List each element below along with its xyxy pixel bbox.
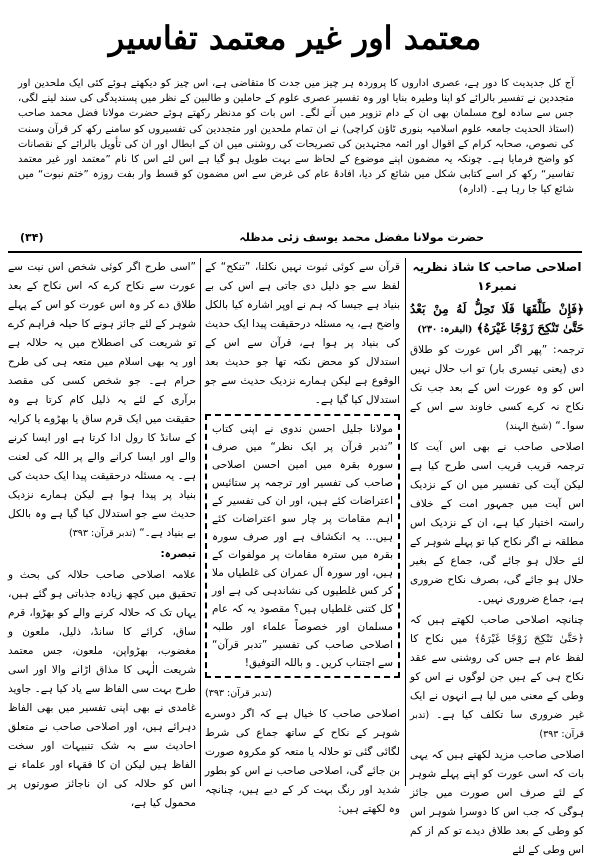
intro-text: آج کل جدیدیت کا دور ہے، عصری اداروں کا پروردہ ہر چیز میں جدت کا متقاضی ہے، اس چیز کو دیکھتے ہوئے کئی ایک ملحدین اور متجددین نے تفسیر بالرائے کو اپنا وطیرہ بنایا اور وہ تفسیر عصری علوم کے حاملین و طالبین کے نظر میں پسندیدگی کی سند لینے لگی، جس سے سادہ لوح مسلمان بھی ان کے دام تزویر میں آنے لگے۔ اس بات کو مدنظر رکھتے ہوئے حضرت مولانا فضل محمد صاحب (استاذ الحدیث جامعہ علوم اسلامیہ بنوری ٹاؤن کراچی) نے ان تمام ملحدین اور متجددین کی تفسیروں کو سامنے رکھ کر قرآن وسنت کی نصوص، صحابہ کرام کے اقوال اور ائمہ مجتہدین کی تصریحات کی روشنی میں ان کے ابطال اور ان کی تأویل بالرائے کے نقصانات کو واضح فرمایا ہے۔ چونکہ یہ مضمون اپنے موضوع کے لحاظ سے بہت طویل ہو گیا ہے اس لئے اس کا نام ”معتمد اور غیر معتمد تفاسیر“ رکھ کر اسے کتابی شکل میں شائع کر دیا، افادۂ عام کی غرض سے اس مضمون کو قسط وار بفت روزہ ”ختم نبوت“ میں شائع کیا جا رہا ہے۔ (ادارہ) [18, 78, 574, 196]
section-heading: اصلاحی صاحب کا شاذ نظریہ نمبر۱۶ [412, 260, 582, 293]
paragraph: اصلاحی صاحب کا خیال ہے کہ اگر دوسرے شوہر کے نکاح کے ساتھ جماع کی شرط لگائی گئی تو حلالہ یا متعہ کو مکروہ صورت بن جائے گی، اصلاحی صاحب نے اس کو بطور شدید اور رنگ بہت کر کے دیے ہیں، چنانچہ وہ لکھتے ہیں: [205, 708, 400, 815]
page-number: (۳۴) [20, 231, 44, 244]
quote-text: ”اسی طرح اگر کوئی شخص اس نیت سے عورت سے نکاح کرے کہ اس نکاح کے بعد طلاق دے کر وہ اس عورت کو اس کے پہلے شوہر کے لئے جائز ہونے کا حیلہ فراہم کرے تو شریعت کی اصطلاح میں یہ حلالہ ہے اور یہ بھی اسلام میں متعہ ہی کی طرح حرام ہے۔ جو شخص کسی کی مقصد برآری کے لئے یہ ذلیل کام کرتا ہے وہ حقیقت میں ایک قرم ساق یا بھڑوے یا کرایہ کے سانڈ کا رول ادا کرتا ہے اور ایسا کرنے والے اور ایسا کرانے والے پر اللہ کی لعنت ہے۔ یہ مسئلہ درحقیقت پیدا ایک حدیث کی بنیاد پر پیدا ہوا ہے لیکن ہمارے نزدیک حدیث سے جو استدلال کیا گیا ہے وہ بالکل بے بنیاد ہے۔“ [8, 261, 196, 539]
verse-reference: (البقرہ: ۲۳۰) [417, 324, 473, 335]
column-right [410, 258, 584, 856]
quran-verse [410, 300, 584, 339]
paragraph [410, 611, 584, 744]
reference: (تدبر قرآن: ۳۹۳) [410, 710, 584, 740]
paragraph: علامہ اصلاحی صاحب حلالہ کی بحث و تحقیق میں کچھ زیادہ جذباتی ہو گئے ہیں، یہاں تک کہ حلالہ کرنے والے کو بھڑوا، قرم ساق، کرائے کا سانڈ، ذلیل، ملعون و مغضوب، بھڑواپن، ملعون، جس معتمد شریعت الٰہی کا مذاق اڑانے والا اور اسی طرح بہت سی الفاظ سے یاد کیا ہے۔ جاوید غامدی نے بھی اپنی تفسیر میں بھی الفاظ دہرائے ہیں، اور اصلاحی صاحب نے متعلق احادیث سے بہ شک تنبیہات اور سخت الفاظ ہیں لیکن ان کا فقہاء اور علماء نے اس کو حلالہ کی ان ناجائز صورتوں پر محمول کیا ہے، [8, 569, 196, 809]
author-name: حضرت مولانا مفضل محمد یوسف زئی مدظلہ [239, 231, 484, 244]
column-divider-left [200, 258, 201, 786]
paragraph: قرآن سے کوئی ثبوت نہیں نکلتا، ”تنکح“ کے لفظ سے جو دلیل دی جاتی ہے اس کی بے بنیاد ہے جیسا کہ ہم نے اوپر اشارہ کیا بالکل واضح ہے، یہ مسئلہ درحقیقت پیدا ایک حدیث کی بنیاد پر ہوا ہے، قرآن سے اس کے استدلال کو محض نکتہ تھا جو حدیث بعد الوقوع ہے لیکن ہمارے نزدیک حدیث سے جو استدلال کیا گیا ہے۔ [205, 261, 400, 406]
reference: (تدبر قرآن: ۳۹۳) [205, 688, 272, 699]
column-divider-right [405, 258, 406, 786]
boxed-note [205, 414, 400, 678]
byline [18, 228, 574, 248]
paragraph: اصلاحی صاحب نے بھی اس آیت کا ترجمہ قریب قریب اسی طرح کیا ہے لیکن آیت کی تفسیر میں ان کے نزدیک اس آیت میں جمہور امت کے خلاف راستہ اختیار کیا ہے، ان کے نزدیک اس مطلقہ نے اگر نکاح کیا تو پہلے شوہر کے لئے حلال ہو جائے گی، جماع کے بغیر حلال ہو جائے گی، بصرف نکاح ضروری ہے، جماع ضروری نہیں۔ [410, 441, 584, 605]
paragraph: اصلاحی صاحب مزید لکھتے ہیں کہ یہی بات کہ اسی عورت کو اپنے پہلے شوہر کے لئے صرف اس صورت میں جائز ہوگی کہ جب اس کا دوسرا شوہر اس کو وطی کے بعد طلاق دیدے تو کم از کم اس وطی کے لئے [410, 749, 584, 856]
paragraph [8, 258, 196, 543]
article-title: معتمد اور غیر معتمد تفاسیر [108, 19, 482, 57]
paragraph [410, 341, 584, 436]
header-divider [8, 251, 582, 253]
reference: (تدبر قرآن: ۳۹۳) [68, 528, 136, 539]
column-middle [205, 258, 400, 815]
verse-text: ﴿فَإِنْ طَلَّقَهَا فَلَا تَحِلُّ لَهُ مِنْ بَعْدُ حَتَّىٰ تَنْكِحَ زَوْجًا غَيْرَهُ﴾ [410, 302, 584, 335]
boxed-note-text: مولانا جلیل احسن ندوی نے اپنی کتاب ”تدبر قرآن پر ایک نظر“ میں صرف سورہ بقرہ میں امین احسن اصلاحی صاحب کی تفسیر اور ترجمہ پر ستائیس اعتراضات کئے ہیں، اور ان کی تفسیر کے اہم مقامات پر چار سو اعتراضات کئے ہیں... یہ انکشاف ہے اور صرف سورہ بقرہ میں سترہ مقامات پر مولفوات کے ہیں، اور سورہ آل عمران کی غلطیاں ملا کر کس غلطیوں کی نشاندہی کی ہے اور کل کتنی غلطیاں ہیں؟ مقصود یہ کہ عام مسلمان اور خصوصاً علماء اور طلبہ اصلاحی صاحب کی تفسیر ”تدبر قرآن“ سے اجتناب کریں۔ و باللہ التوفیق! [212, 423, 393, 669]
translation-reference: (شیخ الہند) [505, 421, 552, 432]
column-left [8, 258, 196, 809]
paragraph-text: چنانچہ اصلاحی صاحب لکھتے ہیں کہ ﴿حَتَّىٰ تَنْكِحَ زَوْجًا غَيْرَهُ﴾ میں نکاح کا لفظ عام ہے جس کی روشنی سے عقد نکاح ہی کے ہیں جن لوگوں نے اس کو وطی کے معنی میں لیا ہے انہوں نے ایک غیر ضروری سا تکلف کیا ہے۔ [410, 614, 584, 721]
intro-paragraph [18, 76, 574, 228]
translation-text: ترجمہ: ”پھر اگر اس عورت کو طلاق دی (یعنی تیسری بار) تو اب حلال نہیں اس کو وہ عورت اس کے بعد جب تک نکاح نہ کرے کسی خاوند سے اس کے سوا۔“ [410, 344, 584, 432]
commentary-label: تبصرہ: [160, 548, 196, 560]
